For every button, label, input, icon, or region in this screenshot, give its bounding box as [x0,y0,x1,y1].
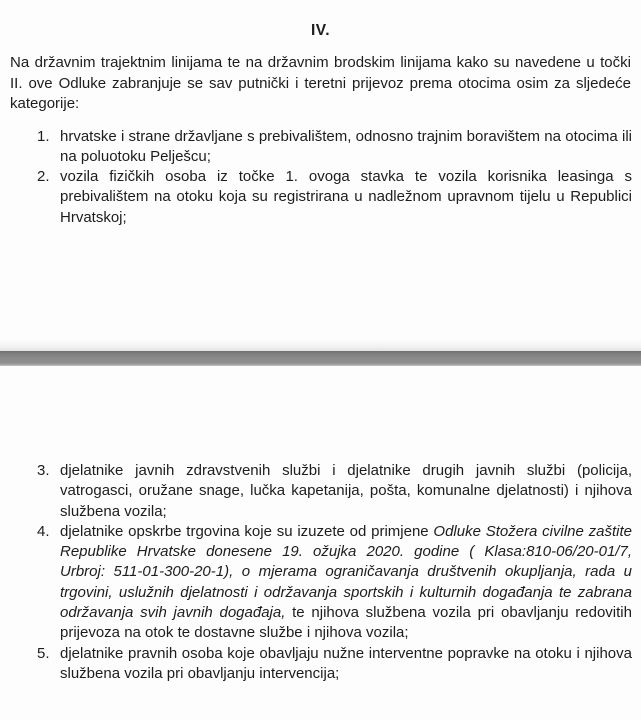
document-page-bottom [0,461,641,684]
page-bottom-shadow [0,340,641,351]
list-item [0,127,641,168]
list-item-number: 5. [37,644,50,662]
list-item-number: 3. [37,462,50,479]
list-item-text: djelatnike pravnih osoba koje obavljaju nužne interventne popravke na otoku i njihova službena vozila pri obavljanju intervencija; [60,644,632,682]
numbered-list-page2 [0,461,641,684]
list-item-text-regular: djelatnike opskrbe trgovina koje su izuzete od primjene [60,522,434,540]
list-item-text: djelatnike javnih zdravstvenih službi i djelatnike drugih javnih službi (policija, vatrogasci, oružane snage, lučka kapetanija, pošta, komunalne djelatnosti) i njihova službena vozila; [60,462,632,520]
list-item-text [60,522,632,644]
section-heading: IV. [310,22,331,39]
intro-paragraph: Na državnim trajektnim linijama te na državnim brodskim linijama kako su navedene u točki II. ove Odluke zabranjuje se sav putnički i teretni prijevoz prema otocima osim za sljedeće kategorije: [10,54,631,112]
list-item-text-italic: Odluke Stožera civilne zaštite Republike Hrvatske donesene 19. ožujka 2020. godine ( Klasa:810-06/20-01/7, Urbroj: 511-01-300-20-1), o mjerama ograničavanja društvenih okupljanja, rada u trgovini, uslužnih djelatnosti i održavanja sportskih i kulturnih događanja te zabrana održavanja svih javnih događaja, [60,522,632,622]
list-item-text: hrvatske i strane državljane s prebivalištem, odnosno trajnim boravištem na otocima ili na poluotoku Pelješcu; [60,127,632,165]
list-item-text-regular: te njihova službena vozila pri obavljanju redovitih prijevoza na otok te dostavne službe i njihova vozila; [60,604,632,642]
list-item-number: 2. [37,168,50,186]
list-item-number: 4. [37,522,50,540]
list-item [0,461,641,522]
list-item [0,644,641,685]
list-item-number: 1. [37,127,50,145]
list-item [0,167,641,228]
list-item-text: vozila fizičkih osoba iz točke 1. ovoga stavka te vozila korisnika leasinga s prebivalištem na otoku koja su registrirana u nadležnom upravnom tijelu u Republici Hrvatskoj; [60,168,632,226]
document-page-top [0,0,641,228]
list-item [0,522,641,644]
page-separator-bar [0,351,641,366]
numbered-list-page1 [0,127,641,228]
